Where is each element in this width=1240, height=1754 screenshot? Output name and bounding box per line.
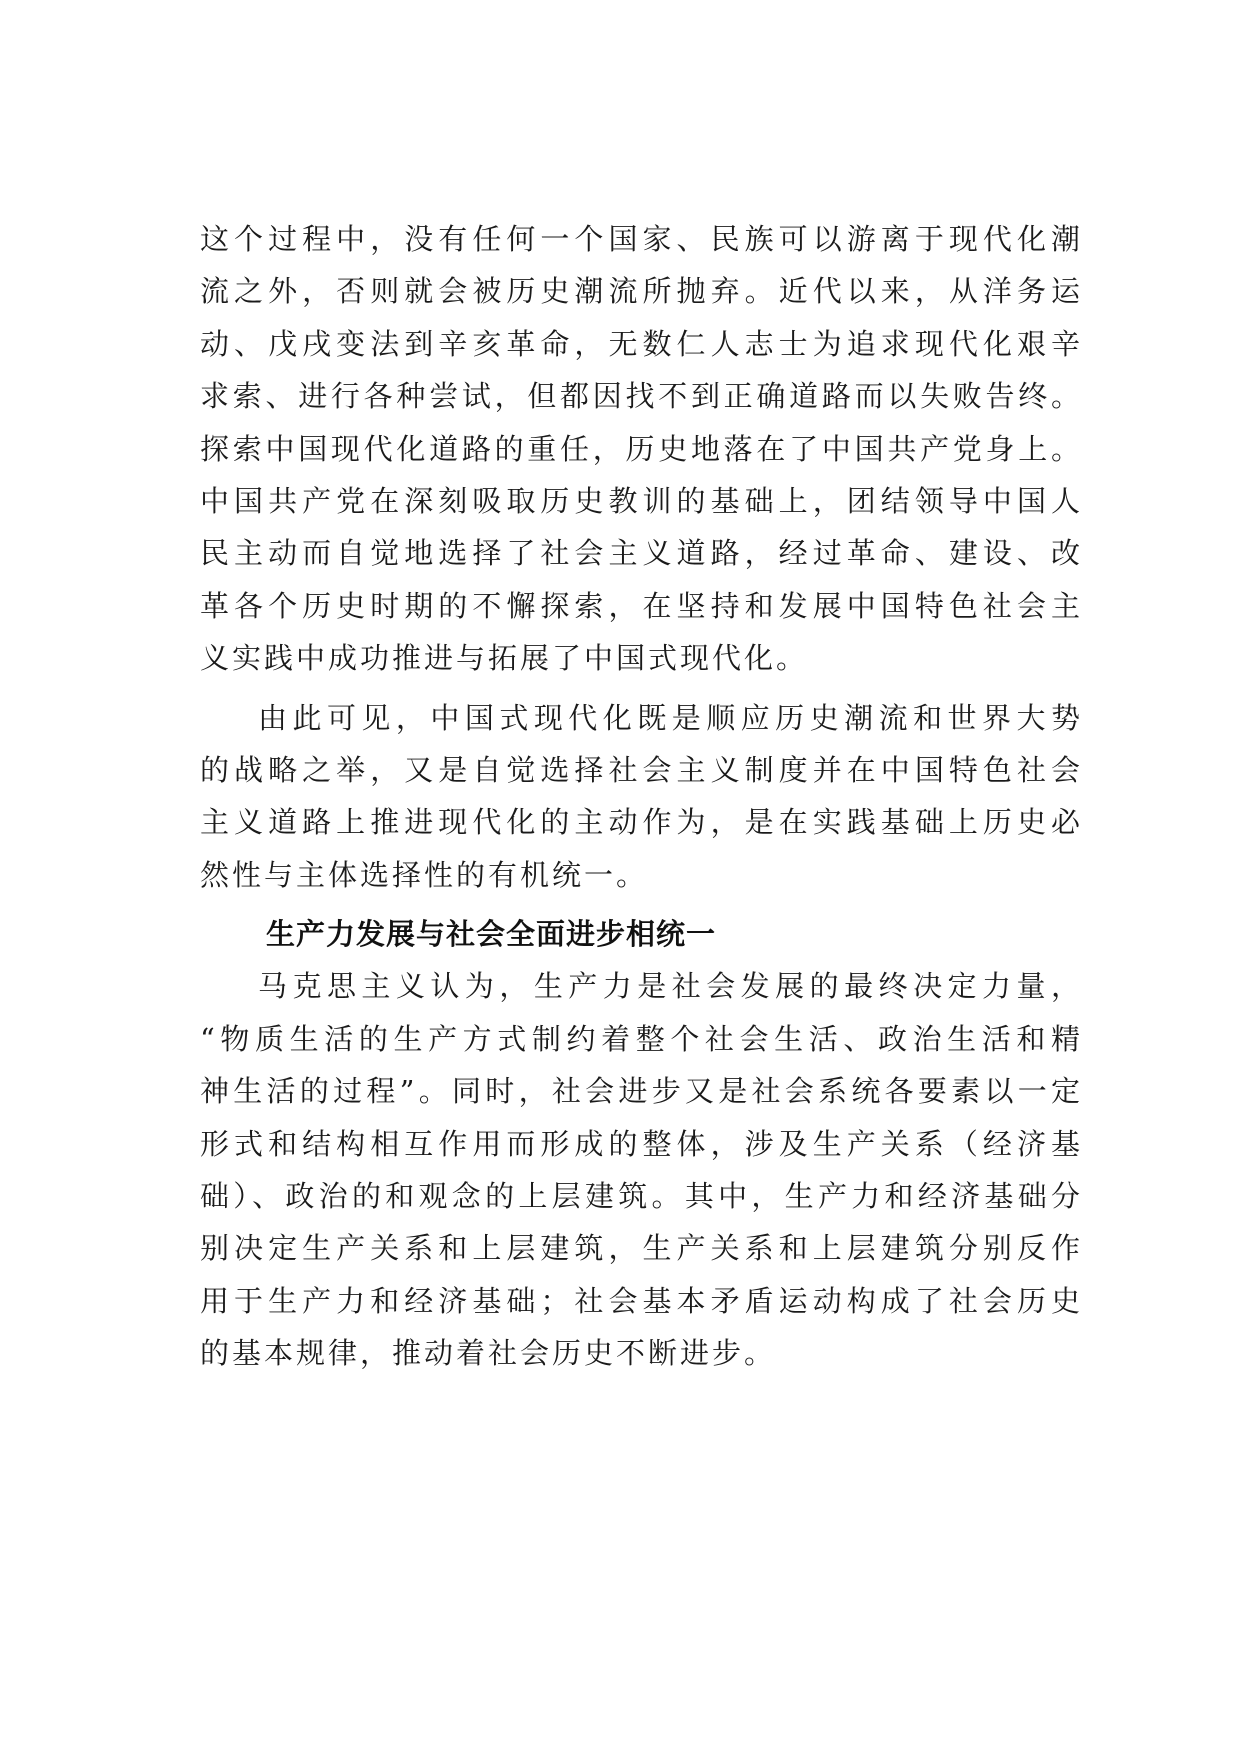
paragraph-spacer [200, 685, 1080, 692]
text-line: 流之外，否则就会被历史潮流所抛弃。近代以来，从洋务运 [200, 274, 1080, 309]
text-line: 主义道路上推进现代化的主动作为，是在实践基础上历史必 [200, 805, 1080, 840]
text-line: 义实践中成功推进与拓展了中国式现代化。 [200, 641, 809, 676]
text-line: 中国共产党在深刻吸取历史教训的基础上，团结领导中国人 [200, 483, 1080, 518]
section-heading: 生产力发展与社会全面进步相统一 [266, 917, 717, 952]
text-line: 革各个历史时期的不懈探索，在坚持和发展中国特色社会主 [200, 588, 1080, 623]
text-line: 这个过程中，没有任何一个国家、民族可以游离于现代化潮 [200, 222, 1080, 256]
text-line: 的战略之举，又是自觉选择社会主义制度并在中国特色社会 [200, 752, 1080, 787]
text-line: 求索、进行各种尝试，但都因找不到正确道路而以失败告终。 [200, 379, 1080, 414]
text-line: 神生活的过程”。同时，社会进步又是社会系统各要素以一定 [200, 1074, 1080, 1109]
text-line: 马克思主义认为，生产力是社会发展的最终决定力量， [258, 969, 1080, 1004]
text-line: 民主动而自觉地选择了社会主义道路，经过革命、建设、改 [200, 536, 1080, 571]
paragraph-2 [200, 692, 1080, 902]
text-line: 由此可见，中国式现代化既是顺应历史潮流和世界大势 [258, 700, 1080, 735]
text-line: 础）、政治的和观念的上层建筑。其中，生产力和经济基础分 [200, 1179, 1080, 1214]
text-line: 形式和结构相互作用而形成的整体，涉及生产关系（经济基 [200, 1126, 1080, 1161]
text-line: 动、戊戌变法到辛亥革命，无数仁人志士为追求现代化艰辛 [200, 326, 1080, 361]
text-line: 别决定生产关系和上层建筑，生产关系和上层建筑分别反作 [200, 1231, 1080, 1266]
text-line: “物质生活的生产方式制约着整个社会生活、政治生活和精 [200, 1021, 1080, 1056]
text-line: 探索中国现代化道路的重任，历史地落在了中国共产党身上。 [200, 431, 1080, 466]
text-line: 的基本规律，推动着社会历史不断进步。 [200, 1336, 777, 1371]
text-line: 用于生产力和经济基础；社会基本矛盾运动构成了社会历史 [200, 1283, 1080, 1318]
paragraph-spacer [200, 901, 1080, 908]
paragraph-3 [200, 960, 1080, 1379]
document-body [200, 213, 1080, 1380]
text-line: 然性与主体选择性的有机统一。 [200, 857, 649, 892]
paragraph-1 [200, 213, 1080, 685]
